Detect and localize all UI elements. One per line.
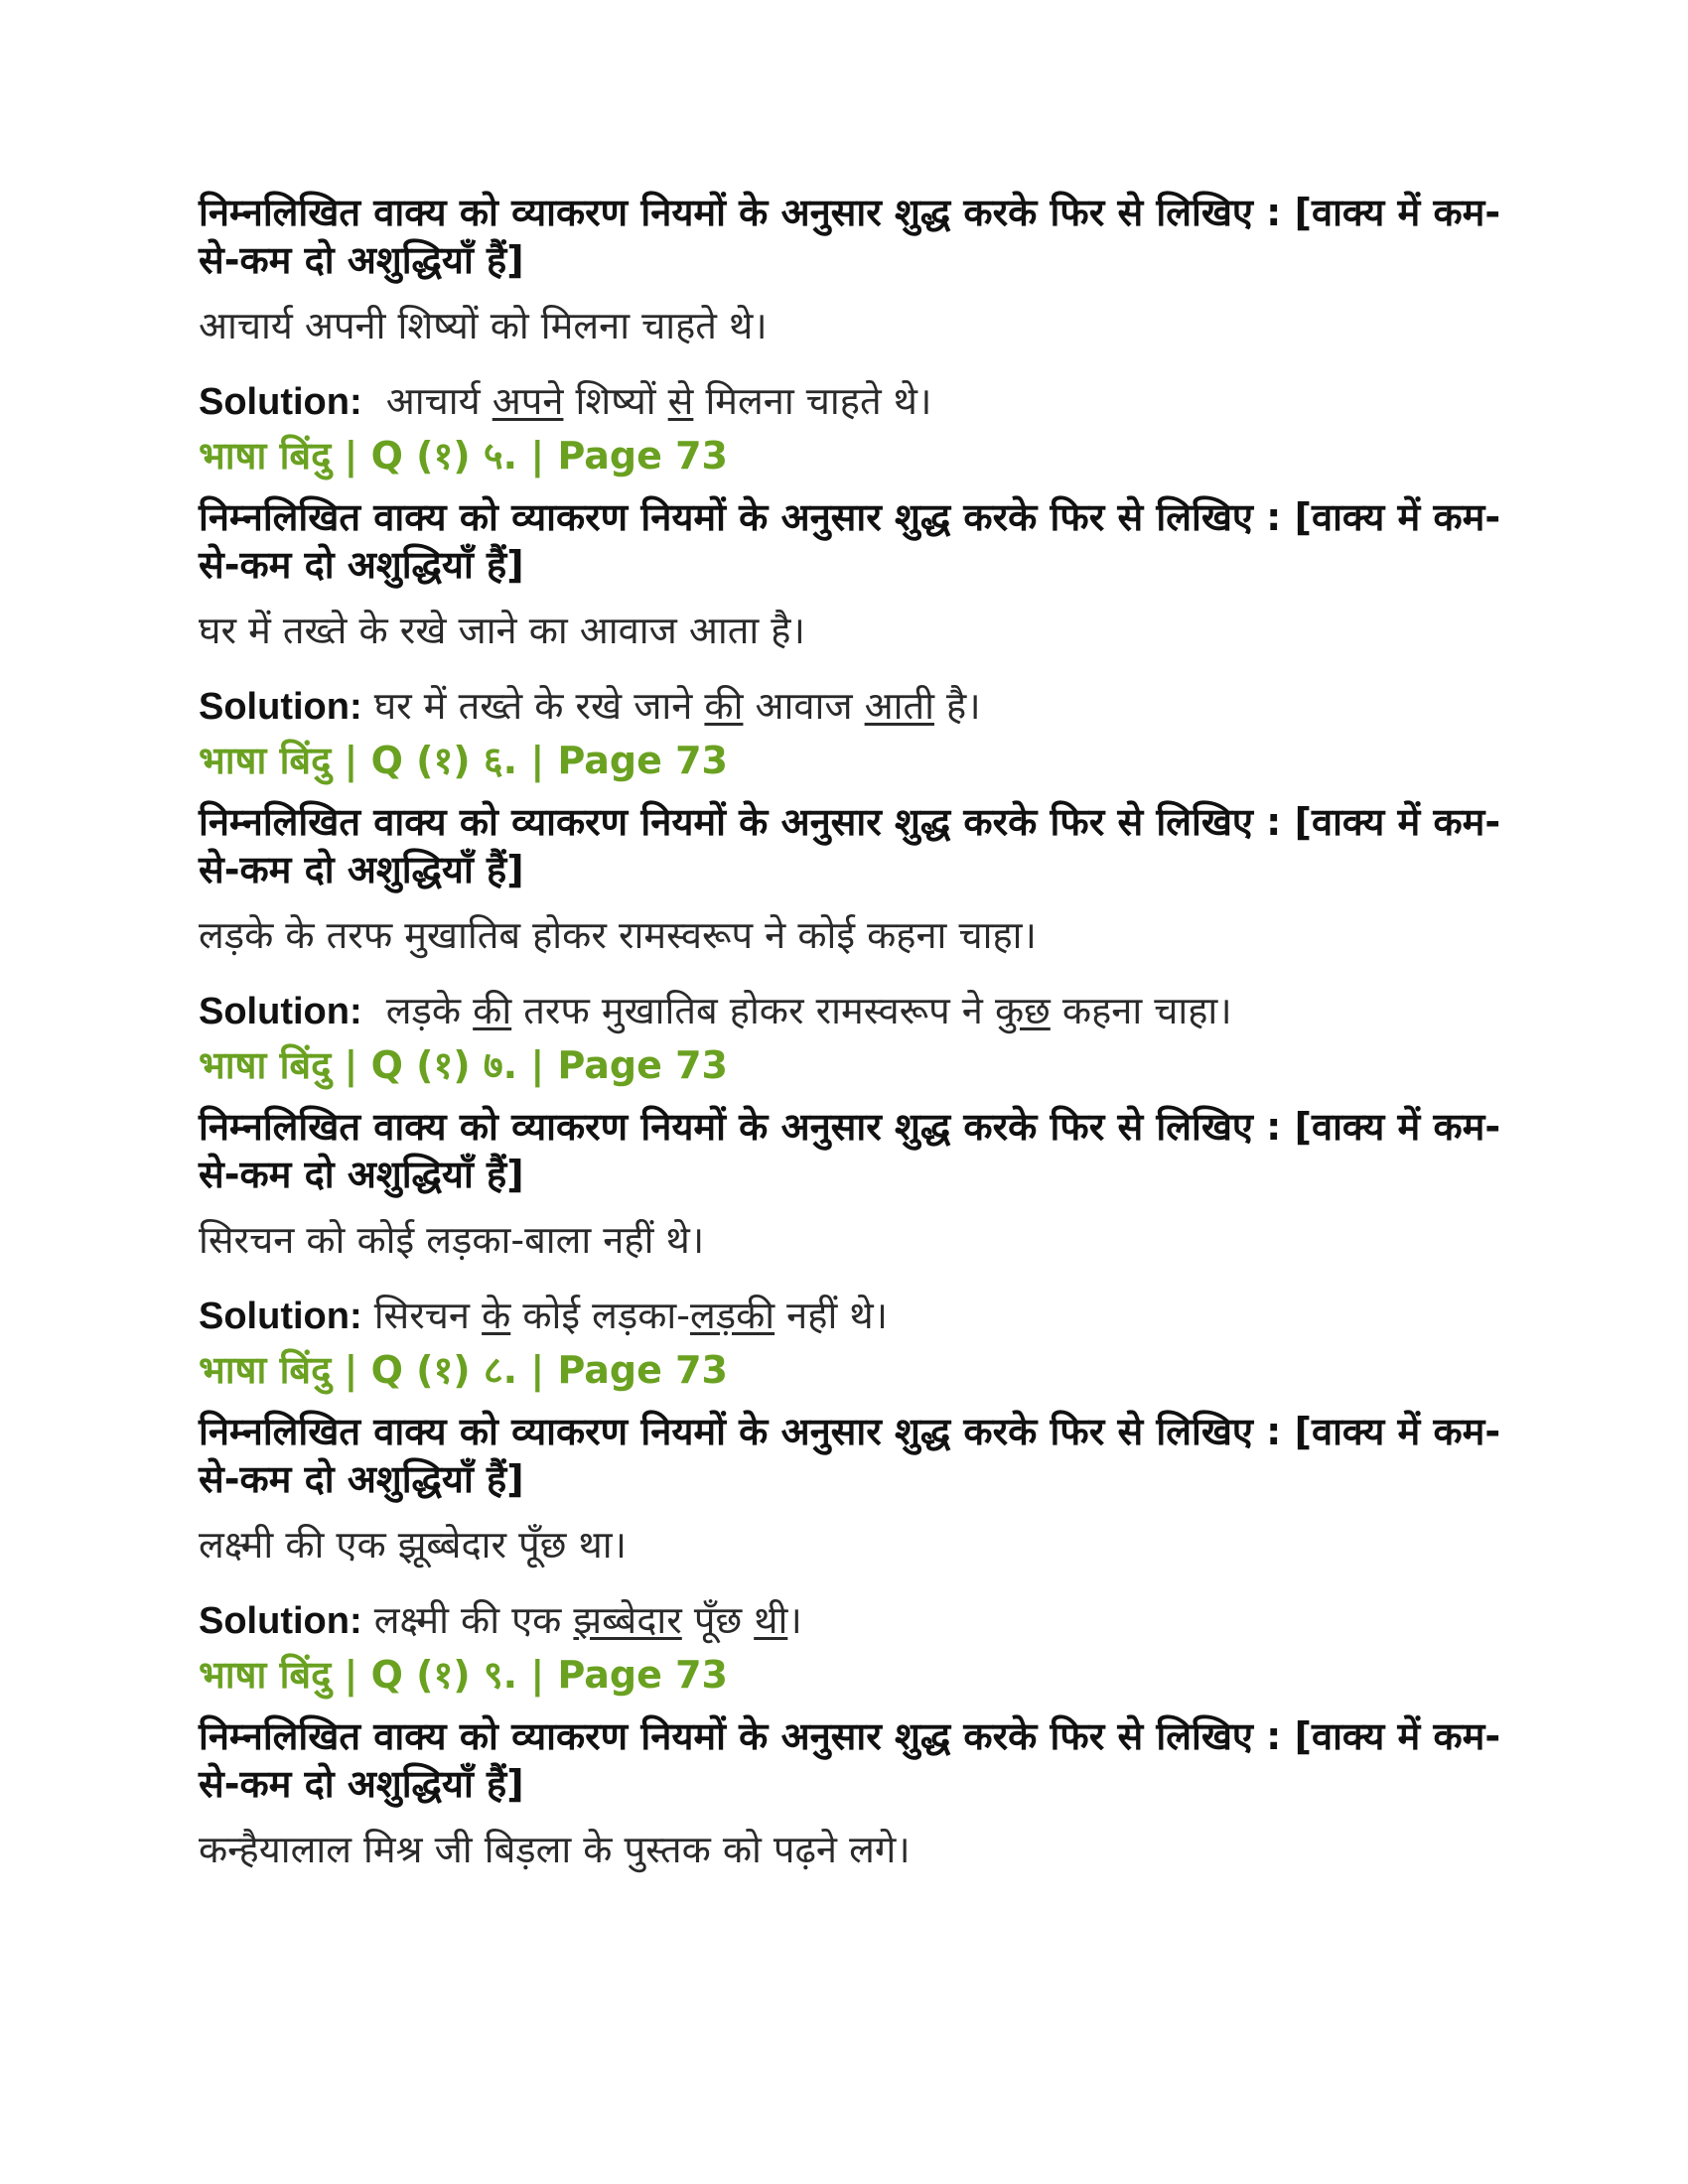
exercise-block-3 — [199, 798, 1509, 1089]
solution-text: आवाज — [743, 684, 865, 728]
section-heading: भाषा बिंदु | Q (१) ९. | Page 73 — [199, 1653, 728, 1697]
incorrect-sentence: कन्हैयालाल मिश्र जी बिड़ला के पुस्तक को पढ़ने लगे। — [199, 1828, 911, 1871]
solution-text: सिरचन — [373, 1294, 483, 1337]
solution-line — [199, 1292, 1509, 1340]
question-text: निम्नलिखित वाक्य को व्याकरण नियमों के अनुसार शुद्ध करके फिर से लिखिए : [वाक्य में कम-से-कम दो अशुद्धियाँ हैं] — [199, 1105, 1501, 1196]
exercise-block-1 — [199, 189, 1509, 479]
solution-line — [199, 682, 1509, 731]
solution-text: नहीं थे। — [774, 1294, 889, 1337]
solution-label: Solution: — [199, 1600, 362, 1642]
solution-text: लक्ष्मी की एक — [373, 1598, 574, 1642]
solution-label: Solution: — [199, 381, 362, 423]
solution-label: Solution: — [199, 686, 362, 728]
solution-label: Solution: — [199, 1296, 362, 1337]
exercise-block-5 — [199, 1408, 1509, 1699]
solution-text: कोई लड़का- — [510, 1294, 690, 1337]
solution-text: आचार्य — [385, 379, 492, 423]
solution-line — [199, 1596, 1509, 1645]
solution-text: पूँछ — [681, 1598, 755, 1642]
exercise-block-6 — [199, 1712, 1509, 1873]
section-heading: भाषा बिंदु | Q (१) ६. | Page 73 — [199, 739, 728, 782]
corrected-word: आती — [864, 684, 934, 728]
corrected-word: थी — [754, 1598, 788, 1642]
solution-label: Solution: — [199, 991, 362, 1032]
incorrect-sentence: सिरचन को कोई लड़का-बाला नहीं थे। — [199, 1218, 705, 1262]
exercise-block-4 — [199, 1103, 1509, 1394]
corrected-word: के — [482, 1294, 511, 1337]
solution-text: । — [787, 1598, 802, 1642]
section-heading: भाषा बिंदु | Q (१) ८. | Page 73 — [199, 1348, 728, 1392]
question-text: निम्नलिखित वाक्य को व्याकरण नियमों के अनुसार शुद्ध करके फिर से लिखिए : [वाक्य में कम-से-कम दो अशुद्धियाँ हैं] — [199, 191, 1501, 282]
question-text: निम्नलिखित वाक्य को व्याकरण नियमों के अनुसार शुद्ध करके फिर से लिखिए : [वाक्य में कम-से-कम दो अशुद्धियाँ हैं] — [199, 495, 1501, 587]
solution-text: कहना चाहा। — [1050, 989, 1232, 1032]
corrected-word: की — [704, 684, 744, 728]
incorrect-sentence: आचार्य अपनी शिष्यों को मिलना चाहते थे। — [199, 304, 768, 347]
corrected-word: कुछ — [994, 989, 1051, 1032]
solution-text: तरफ मुखातिब होकर रामस्वरूप ने — [511, 989, 995, 1032]
incorrect-sentence: लड़के के तरफ मुखातिब होकर रामस्वरूप ने कोई कहना चाहा। — [199, 913, 1037, 957]
corrected-word: लड़की — [689, 1294, 775, 1337]
solution-text: मिलना चाहते थे। — [693, 379, 932, 423]
document-page — [199, 189, 1509, 1901]
question-text: निम्नलिखित वाक्य को व्याकरण नियमों के अनुसार शुद्ध करके फिर से लिखिए : [वाक्य में कम-से-कम दो अशुद्धियाँ हैं] — [199, 800, 1501, 891]
corrected-word: की — [473, 989, 512, 1032]
section-heading: भाषा बिंदु | Q (१) ५. | Page 73 — [199, 434, 728, 478]
incorrect-sentence: घर में तख्ते के रखे जाने का आवाज आता है। — [199, 609, 805, 652]
solution-text: शिष्यों — [563, 379, 668, 423]
question-text: निम्नलिखित वाक्य को व्याकरण नियमों के अनुसार शुद्ध करके फिर से लिखिए : [वाक्य में कम-से-कम दो अशुद्धियाँ हैं] — [199, 1410, 1501, 1501]
solution-line — [199, 987, 1509, 1035]
solution-line — [199, 377, 1509, 426]
solution-text: घर में तख्ते के रखे जाने — [373, 684, 705, 728]
corrected-word: झब्बेदार — [573, 1598, 682, 1642]
solution-text: लड़के — [385, 989, 474, 1032]
solution-text: है। — [933, 684, 981, 728]
exercise-block-2 — [199, 493, 1509, 784]
corrected-word: अपने — [492, 379, 564, 423]
corrected-word: से — [667, 379, 694, 423]
incorrect-sentence: लक्ष्मी की एक झूब्बेदार पूँछ था। — [199, 1523, 627, 1567]
section-heading: भाषा बिंदु | Q (१) ७. | Page 73 — [199, 1043, 728, 1087]
question-text: निम्नलिखित वाक्य को व्याकरण नियमों के अनुसार शुद्ध करके फिर से लिखिए : [वाक्य में कम-से-कम दो अशुद्धियाँ हैं] — [199, 1714, 1501, 1806]
